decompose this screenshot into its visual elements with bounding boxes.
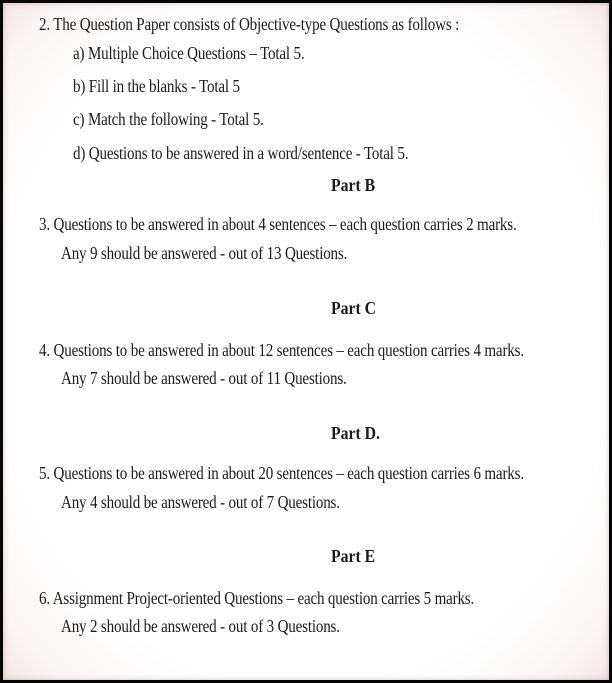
- part-d-line-2: Any 4 should be answered - out of 7 Questions.: [61, 492, 340, 512]
- part-b-line-2: Any 9 should be answered - out of 13 Questions.: [61, 243, 348, 263]
- part-c-line-1: 4. Questions to be answered in about 12 sentences – each question carries 4 marks.: [39, 340, 524, 360]
- part-b-heading: Part B: [331, 175, 376, 195]
- part-e-line-2: Any 2 should be answered - out of 3 Questions.: [61, 616, 340, 636]
- objective-item-d: d) Questions to be answered in a word/sentence - Total 5.: [73, 143, 409, 163]
- part-d-heading: Part D.: [331, 423, 380, 443]
- objective-item-c: c) Match the following - Total 5.: [73, 109, 264, 129]
- section-2-title: 2. The Question Paper consists of Objective-type Questions as follows :: [39, 14, 460, 34]
- part-b-line-1: 3. Questions to be answered in about 4 sentences – each question carries 2 marks.: [39, 214, 517, 234]
- part-e-line-1: 6. Assignment Project-oriented Questions – each question carries 5 marks.: [39, 588, 475, 608]
- part-c-line-2: Any 7 should be answered - out of 11 Questions.: [61, 368, 347, 388]
- part-d-line-1: 5. Questions to be answered in about 20 sentences – each question carries 6 marks.: [39, 463, 524, 483]
- part-e-heading: Part E: [331, 546, 376, 566]
- objective-item-a: a) Multiple Choice Questions – Total 5.: [73, 43, 305, 63]
- part-c-heading: Part C: [331, 298, 377, 318]
- objective-item-b: b) Fill in the blanks - Total 5: [73, 76, 240, 96]
